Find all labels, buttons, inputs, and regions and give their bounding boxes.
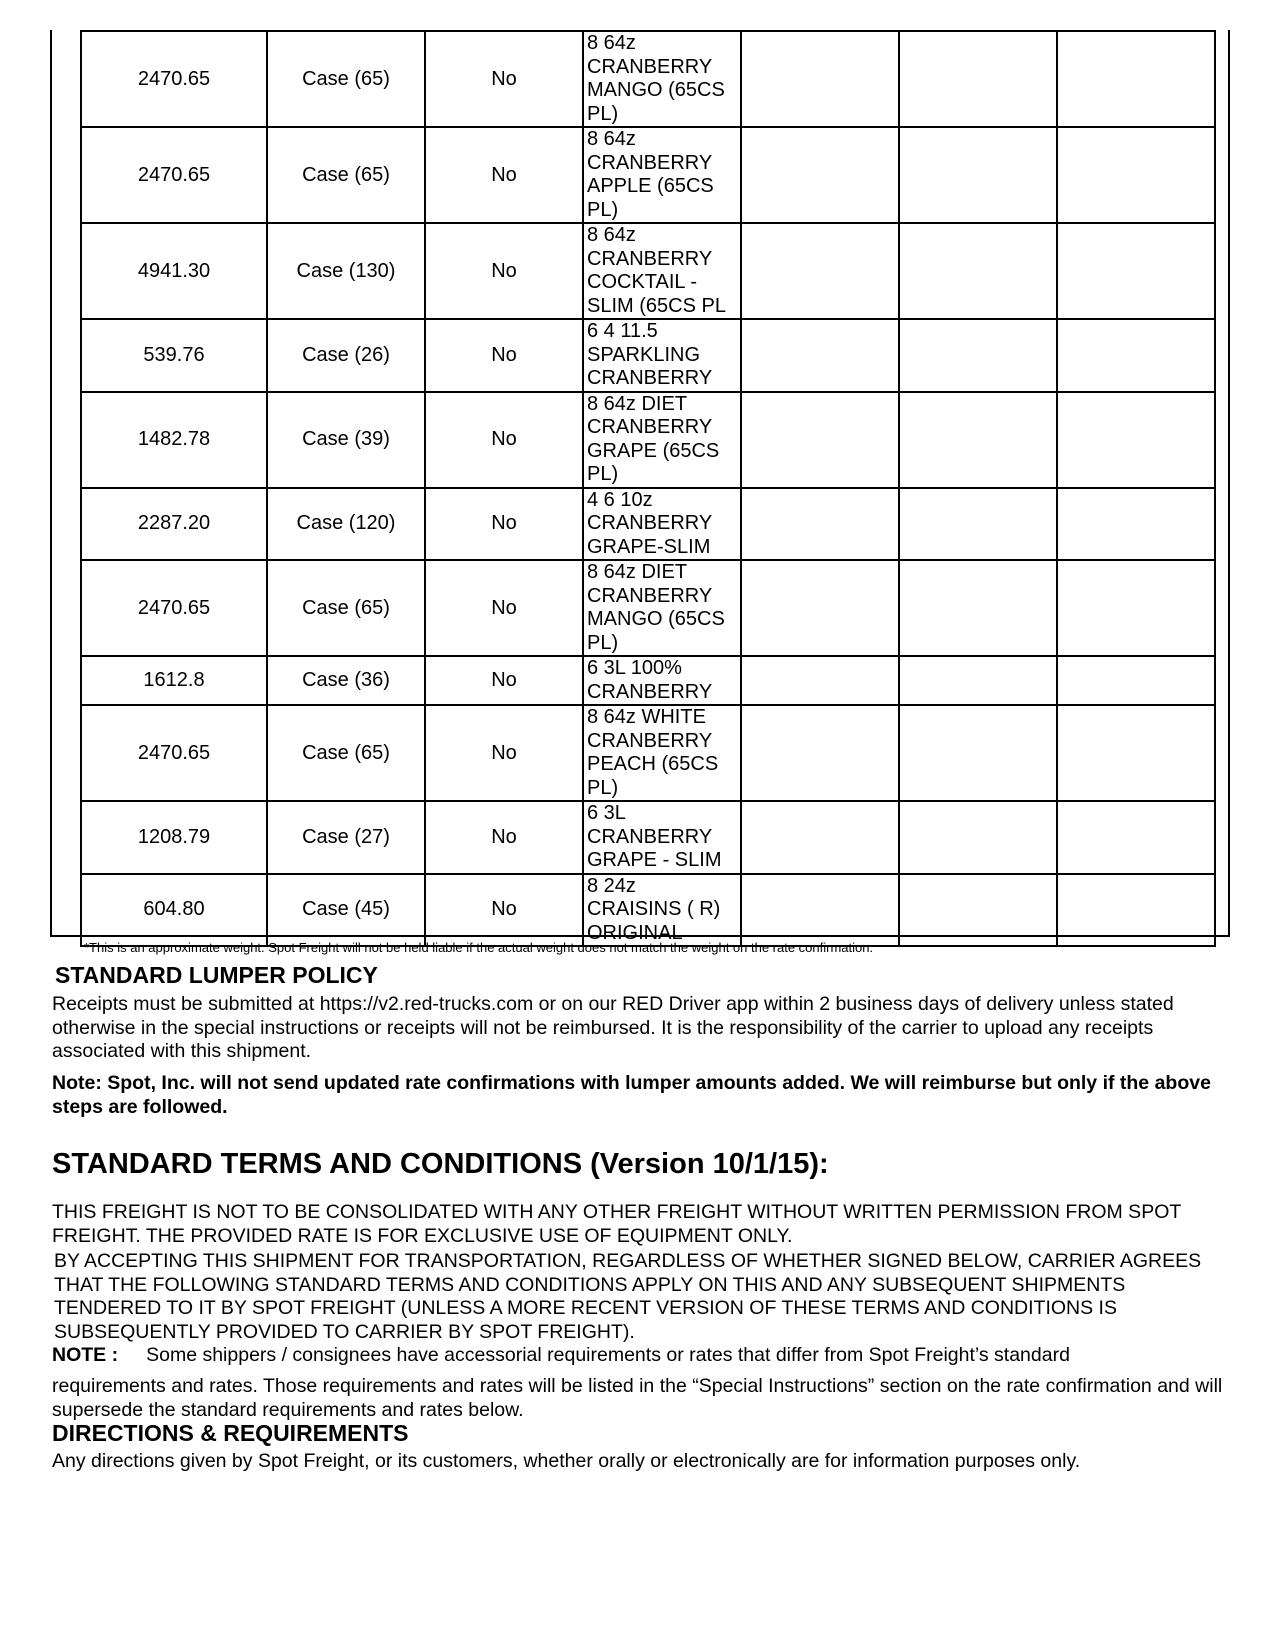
empty-cell	[741, 31, 899, 127]
table-row	[81, 560, 1215, 656]
weight-cell: 2287.20	[81, 488, 267, 561]
empty-cell	[741, 705, 899, 801]
empty-cell	[899, 31, 1057, 127]
weight-cell: 2470.65	[81, 705, 267, 801]
quantity-cell: Case (65)	[267, 127, 425, 223]
quantity-cell: Case (65)	[267, 560, 425, 656]
frame-left-border	[50, 30, 52, 936]
table-row	[81, 127, 1215, 223]
directions-body: Any directions given by Spot Freight, or its customers, whether orally or electronically are for information purposes only.	[52, 1450, 1081, 1472]
empty-cell	[1057, 488, 1215, 561]
weight-cell: 1612.8	[81, 656, 267, 705]
empty-cell	[899, 874, 1057, 947]
empty-cell	[1057, 223, 1215, 319]
table-row	[81, 31, 1215, 127]
empty-cell	[899, 223, 1057, 319]
hazmat-cell: No	[425, 127, 583, 223]
description-cell: 4 6 10z CRANBERRY GRAPE-SLIM	[583, 488, 741, 561]
table-row	[81, 488, 1215, 561]
approximate-weight-note: *This is an approximate weight. Spot Freight will not be held liable if the actual weight does not match the weight on the rate confirmation.	[84, 940, 874, 955]
quantity-cell: Case (65)	[267, 31, 425, 127]
table-row	[81, 874, 1215, 947]
empty-cell	[741, 223, 899, 319]
description-cell: 8 64z DIET CRANBERRY GRAPE (65CS PL)	[583, 392, 741, 488]
hazmat-cell: No	[425, 705, 583, 801]
empty-cell	[1057, 127, 1215, 223]
hazmat-cell: No	[425, 319, 583, 392]
description-cell: 8 64z DIET CRANBERRY MANGO (65CS PL)	[583, 560, 741, 656]
empty-cell	[1057, 31, 1215, 127]
lumper-policy-title: STANDARD LUMPER POLICY	[55, 962, 378, 988]
table-row	[81, 392, 1215, 488]
table-row	[81, 801, 1215, 874]
weight-cell: 1208.79	[81, 801, 267, 874]
quantity-cell: Case (26)	[267, 319, 425, 392]
empty-cell	[899, 560, 1057, 656]
terms-note-text: Some shippers / consignees have accessorial requirements or rates that differ from Spot Freight’s standard	[146, 1344, 1070, 1366]
empty-cell	[741, 560, 899, 656]
shipment-items-table	[80, 30, 1216, 947]
empty-cell	[741, 392, 899, 488]
terms-note-label: NOTE :	[52, 1344, 119, 1366]
quantity-cell: Case (45)	[267, 874, 425, 947]
empty-cell	[741, 127, 899, 223]
hazmat-cell: No	[425, 488, 583, 561]
quantity-cell: Case (65)	[267, 705, 425, 801]
terms-title: STANDARD TERMS AND CONDITIONS (Version 10/1/15):	[52, 1148, 829, 1180]
weight-cell: 539.76	[81, 319, 267, 392]
hazmat-cell: No	[425, 874, 583, 947]
frame-right-border	[1228, 30, 1230, 936]
quantity-cell: Case (120)	[267, 488, 425, 561]
table-row	[81, 223, 1215, 319]
description-cell: 8 64z CRANBERRY COCKTAIL - SLIM (65CS PL	[583, 223, 741, 319]
description-cell: 8 24z CRAISINS ( R) ORIGINAL	[583, 874, 741, 947]
weight-cell: 2470.65	[81, 127, 267, 223]
description-cell: 8 64z WHITE CRANBERRY PEACH (65CS PL)	[583, 705, 741, 801]
terms-note-continuation: requirements and rates. Those requirements and rates will be listed in the “Special Instructions” section on the rate confirmation and will supersede the standard requirements and rates below.	[52, 1375, 1223, 1421]
empty-cell	[1057, 560, 1215, 656]
empty-cell	[1057, 801, 1215, 874]
hazmat-cell: No	[425, 656, 583, 705]
empty-cell	[1057, 874, 1215, 947]
empty-cell	[741, 488, 899, 561]
empty-cell	[899, 705, 1057, 801]
empty-cell	[1057, 319, 1215, 392]
hazmat-cell: No	[425, 31, 583, 127]
table-row	[81, 319, 1215, 392]
table-row	[81, 656, 1215, 705]
description-cell: 6 4 11.5 SPARKLING CRANBERRY	[583, 319, 741, 392]
empty-cell	[741, 874, 899, 947]
empty-cell	[741, 801, 899, 874]
table-row	[81, 705, 1215, 801]
empty-cell	[899, 392, 1057, 488]
hazmat-cell: No	[425, 223, 583, 319]
hazmat-cell: No	[425, 392, 583, 488]
weight-cell: 4941.30	[81, 223, 267, 319]
quantity-cell: Case (130)	[267, 223, 425, 319]
terms-paragraph-acceptance: BY ACCEPTING THIS SHIPMENT FOR TRANSPORTATION, REGARDLESS OF WHETHER SIGNED BELOW, CARRIER AGREES THAT THE FOLLOWING STANDARD TERMS AND CONDITIONS APPLY ON THIS AND ANY SUBSEQUENT SHIPMENTS TENDERED TO IT BY SPOT FREIGHT (UNLESS A MORE RECENT VERSION OF THESE TERMS AND CONDITIONS IS SUBSEQUENTLY PROVIDED TO CARRIER BY SPOT FREIGHT).	[54, 1250, 1202, 1343]
empty-cell	[899, 488, 1057, 561]
description-cell: 6 3L 100% CRANBERRY	[583, 656, 741, 705]
empty-cell	[899, 801, 1057, 874]
empty-cell	[741, 319, 899, 392]
empty-cell	[741, 656, 899, 705]
hazmat-cell: No	[425, 801, 583, 874]
empty-cell	[1057, 392, 1215, 488]
quantity-cell: Case (27)	[267, 801, 425, 874]
terms-note	[52, 1344, 1232, 1368]
lumper-policy-body: Receipts must be submitted at https://v2.red-trucks.com or on our RED Driver app within 2 business days of delivery unless stated otherwise in the special instructions or receipts will not be reimbursed. It is the responsibility of the carrier to upload any receipts associated with this shipment.	[52, 993, 1174, 1062]
empty-cell	[899, 319, 1057, 392]
empty-cell	[899, 127, 1057, 223]
terms-paragraph-consolidation: THIS FREIGHT IS NOT TO BE CONSOLIDATED WITH ANY OTHER FREIGHT WITHOUT WRITTEN PERMISSION FROM SPOT FREIGHT. THE PROVIDED RATE IS FOR EXCLUSIVE USE OF EQUIPMENT ONLY.	[52, 1201, 1181, 1247]
shipment-items-body	[81, 31, 1215, 946]
weight-cell: 1482.78	[81, 392, 267, 488]
description-cell: 8 64z CRANBERRY MANGO (65CS PL)	[583, 31, 741, 127]
empty-cell	[1057, 705, 1215, 801]
weight-cell: 2470.65	[81, 31, 267, 127]
quantity-cell: Case (36)	[267, 656, 425, 705]
weight-cell: 604.80	[81, 874, 267, 947]
hazmat-cell: No	[425, 560, 583, 656]
quantity-cell: Case (39)	[267, 392, 425, 488]
description-cell: 8 64z CRANBERRY APPLE (65CS PL)	[583, 127, 741, 223]
description-cell: 6 3L CRANBERRY GRAPE - SLIM	[583, 801, 741, 874]
weight-cell: 2470.65	[81, 560, 267, 656]
directions-title: DIRECTIONS & REQUIREMENTS	[52, 1420, 409, 1446]
empty-cell	[1057, 656, 1215, 705]
empty-cell	[899, 656, 1057, 705]
lumper-policy-note: Note: Spot, Inc. will not send updated rate confirmations with lumper amounts added. We will reimburse but only if the above steps are followed.	[52, 1072, 1211, 1118]
